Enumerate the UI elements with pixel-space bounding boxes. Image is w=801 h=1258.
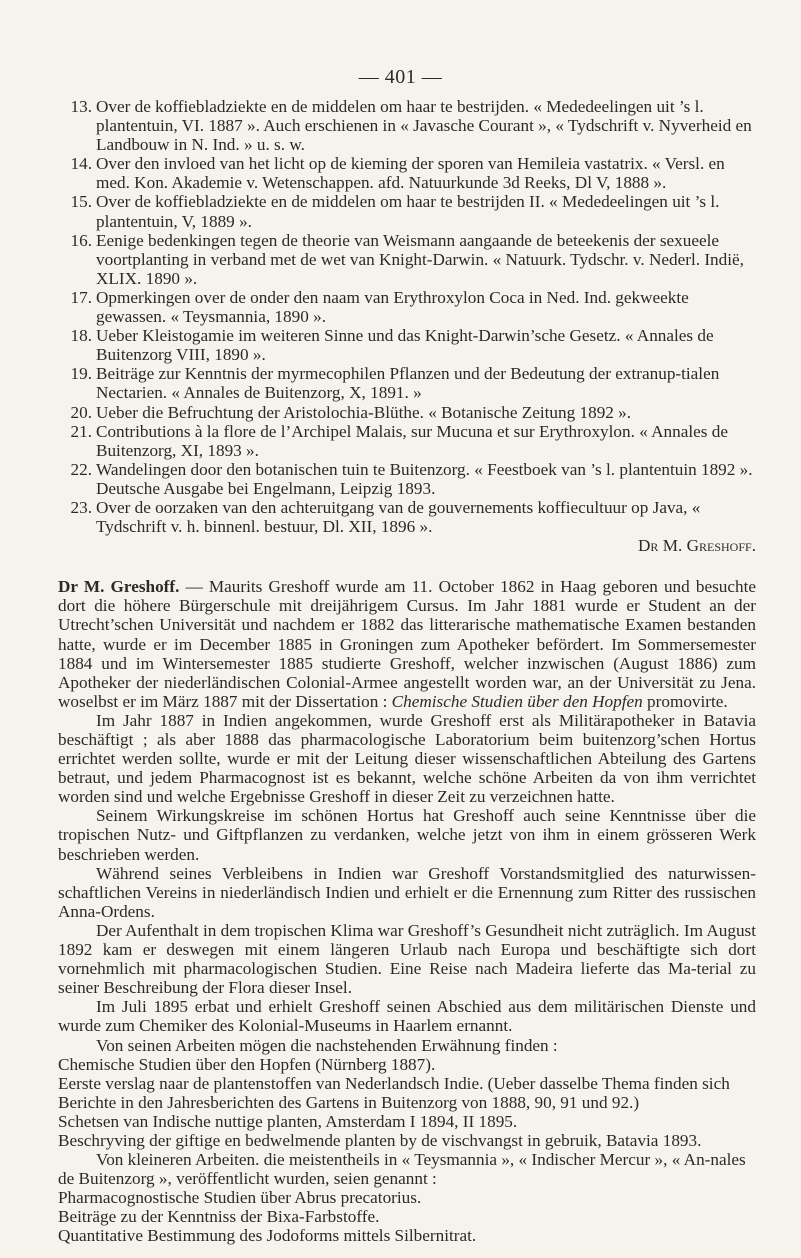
list-item: 14. Over den invloed van het licht op de kieming der sporen van Hemileia vastatrix. « Versl. en med. Kon. Akademie v. Wetenschappen. afd. Natuurkunde 3d Reeks, Dl V, 1888 ». — [70, 154, 725, 193]
bio-paragraph: Der Aufenthalt in dem tropischen Klima war Greshoff’s Gesundheit nicht zuträglich. Im August 1892 kam er deswegen mit einem längeren Urlaub nach Europa und beschäftigte sich dort vornehmlich mit pharmacologischen Studien. Eine Reise nach Madeira lieferte das Ma-terial zu seiner Beschreibung der Flora dieser Insel. — [58, 920, 756, 998]
publication-list-numbered — [58, 97, 756, 536]
list-item: 13. Over de koffiebladziekte en de middelen om haar te bestrijden. « Mededeelingen uit ’s l. plantentuin, VI. 1887 ». Auch erschienen in « Javasche Courant », « Tydschrift v. Nyverheid en Landbouw in N. Ind. » u. s. w. — [70, 97, 752, 155]
list-item: 23. Over de oorzaken van den achteruitgang van de gouvernements koffiecultuur op Java, « Tydschrift v. h. binnenl. bestuur, Dl. XII, 1896 ». — [70, 497, 701, 537]
list-item: Schetsen van Indische nuttige planten, Amsterdam I 1894, II 1895. — [58, 1111, 518, 1131]
list-item: Von kleineren Arbeiten. die meistentheils in « Teysmannia », « Indischer Mercur », « An-nales de Buitenzorg », veröffentlicht wurden, seien genannt : — [58, 1150, 746, 1189]
page-content — [58, 97, 756, 1246]
bio-heading: Dr M. Greshoff. — [58, 577, 180, 597]
bio-paragraph: Seinem Wirkungskreise im schönen Hortus hat Greshoff auch seine Kenntnisse über die tropischen Nutz- und Giftpflanzen zu verdanken, welche jetzt von ihm in einem grösseren Werk beschrieben werden. — [58, 806, 756, 864]
list-item: Beschryving der giftige en bedwelmende planten by de vischvangst in gebruik, Batavia 1893. — [58, 1130, 702, 1150]
list-item: 16. Eenige bedenkingen tegen de theorie van Weismann aangaande de beteekenis der sexueele voortplanting in verband met de wet van Knight-Darwin. « Natuurk. Tydschr. v. Nederl. Indië, XLIX. 1890 ». — [70, 230, 744, 288]
list-item: 17. Opmerkingen over de onder den naam van Erythroxylon Coca in Ned. Ind. gekweekte gewassen. « Teysmannia, 1890 ». — [70, 287, 689, 327]
list-item: Pharmacognostische Studien über Abrus precatorius. — [58, 1188, 422, 1208]
list-item: 15. Over de koffiebladziekte en de middelen om haar te bestrijden II. « Mededeelingen uit ’s l. plantentuin, V, 1889 ». — [70, 192, 720, 231]
bio-paragraph: Im Juli 1895 erbat und erhielt Greshoff seinen Abschied aus dem militärischen Dienste und wurde zum Chemiker des Kolonial-Museums in Haarlem ernannt. — [58, 997, 756, 1036]
bio-paragraph: Dr M. Greshoff. — Maurits Greshoff wurde am 11. October 1862 in Haag geboren und besuchte dort die höhere Bürgerschule mit dreijährigem Cursus. Im Jahr 1881 wurde er Student an der Utrecht’schen Universität und nachdem er 1882 das litterarische mathematische Examen bestanden hatte, wurde er im December 1885 in Groningen zum Apotheker befördert. Im Sommersemester 1884 und im Wintersemester 1885 studierte Greshoff, welcher inzwischen (August 1886) zum Apotheker der niederländischen Colonial-Armee angestellt worden war, an der Universität zu Jena. woselbst er im März 1887 mit der Dissertation : Chemische Studien über den Hopfen promovirte. — [58, 577, 757, 711]
list-item: 21. Contributions à la flore de l’Archipel Malais, sur Mucuna et sur Erythroxylon. « Annales de Buitenzorg, XI, 1893 ». — [70, 421, 728, 460]
list-item: 22. Wandelingen door den botanischen tuin te Buitenzorg. « Feestboek van ’s l. plantentuin 1892 ». Deutsche Ausgabe bei Engelmann, Leipzig 1893. — [70, 459, 753, 498]
page-number: — 401 — — [358, 66, 443, 88]
bio-paragraph: Im Jahr 1887 in Indien angekommen, wurde Greshoff erst als Militärapotheker in Batavia beschäftigt ; als aber 1888 das pharmacologische Laboratorium beim buitenzorg’schen Hortus errichtet werden sollte, wurde er mit der Leitung dieser wissenschaftlichen Abteilung des Gartens betraut, und jedem Pharmacognost ist es bekannt, welche schöne Arbeiten da von ihm verrichtet worden sind und welche Ergebnisse Greshoff in dieser Zeit zu verzeichnen hatte. — [58, 710, 756, 807]
dissertation-title: Chemische Studien über den Hopfen — [391, 691, 643, 711]
biography — [58, 577, 756, 1054]
signature: Dr M. Greshoff. — [638, 536, 756, 556]
list-item: Beiträge zu der Kenntniss der Bixa-Farbstoffe. — [58, 1207, 380, 1227]
bio-paragraph: Während seines Verbleibens in Indien war Greshoff Vorstandsmitglied des naturwissen-schaftlichen Vereins in niederländisch Indien und erhielt er die Ernennung zum Ritter des russischen Anna-Ordens. — [58, 863, 756, 921]
list-item: Chemische Studien über den Hopfen (Nürnberg 1887). — [58, 1054, 436, 1074]
list-item: 18. Ueber Kleistogamie im weiteren Sinne und das Knight-Darwin’sche Gesetz. « Annales de Buitenzorg VIII, 1890 ». — [70, 326, 714, 365]
bio-paragraph: Von seinen Arbeiten mögen die nachstehenden Erwähnung finden : — [96, 1035, 558, 1055]
publication-list — [58, 1055, 756, 1246]
list-item: Eerste verslag naar de plantenstoffen van Nederlandsch Indie. (Ueber dasselbe Thema finden sich Berichte in den Jahresberichten des Gartens in Buitenzorg von 1888, 90, 91 und 92.) — [58, 1073, 730, 1112]
list-item: 20. Ueber die Befruchtung der Aristolochia-Blüthe. « Botanische Zeitung 1892 ». — [70, 402, 632, 422]
list-item: 19. Beiträge zur Kenntnis der myrmecophilen Pflanzen und der Bedeutung der extranup-tialen Nectarien. « Annales de Buitenzorg, X, 1891. » — [70, 364, 720, 403]
list-item: Quantitative Bestimmung des Jodoforms mittels Silbernitrat. — [58, 1226, 477, 1246]
